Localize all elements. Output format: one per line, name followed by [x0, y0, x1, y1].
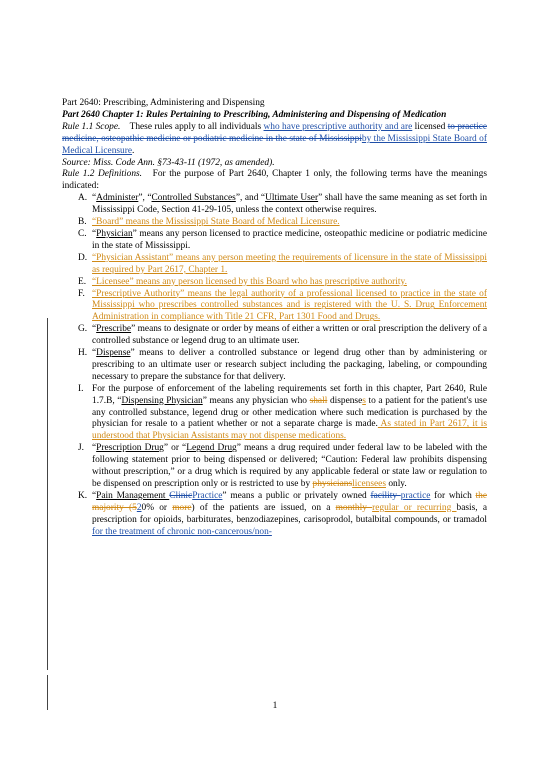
chapter-heading: Part 2640 Chapter 1: Rules Pertaining to Prescribing, Administering and Dispensing of Medication [62, 109, 447, 120]
definition-item: D. “Physician Assistant” means any person meeting the requirements of licensure in the state of Mississippi as required by Part 2617, Chapter 1. [78, 252, 487, 275]
inserted-text: s [362, 395, 366, 406]
inserted-text: “Board” means the Mississippi State Board of Medical Licensure. [92, 217, 340, 228]
inserted-text: As stated in Part 2617, it is understood that Physician Assistants may not dispense medications. [92, 419, 488, 442]
source-citation: Source: Miss. Code Ann. §73-43-11 (1972, as amended). [62, 157, 275, 168]
rule-label: Rule 1.1 Scope. [62, 121, 121, 132]
document-body [62, 98, 487, 539]
rule-1-2: Rule 1.2 Definitions. For the purpose of Part 2640, Chapter 1 only, the following terms have the meanings indicated: [62, 169, 487, 192]
rule-1-1: Rule 1.1 Scope. These rules apply to all individuals who have prescriptive authority and are licensed to practice medicine, osteopathic medicine or podiatric medicine in the state of Mississippiby the Mississippi State Board of Medical Licensure. [62, 121, 487, 156]
page-number: 1 [272, 701, 278, 711]
definition-item: K. “Pain Management ClinicPractice” means a public or privately owned facility practice for which the majority (520% or more) of the patients are issued, on a monthly regular or recurring basis, a prescription for opioids, barbiturates, benzodiazepines, carisoprodol, butalbital compounds, or tramadol for the treatment of chronic non-cancerous/non- [78, 490, 487, 537]
inserted-text: regular or recurring [372, 502, 457, 513]
definition-item: E. “Licensee” means any person licensed by this Board who has prescriptive authority. [78, 276, 407, 287]
definition-item: B. “Board” means the Mississippi State Board of Medical Licensure. [78, 217, 340, 228]
inserted-text: “Physician Assistant” means any person meeting the requirements of licensure in the state of Mississippi as required by Part 2617, Chapter 1. [92, 252, 487, 275]
inserted-text: Practice [192, 490, 223, 501]
definition-item: H. “Dispense” means to deliver a controlled substance or legend drug other than by administering or prescribing to an ultimate user or research subject including the packaging, labeling, or compounding necessary to prepare the substance for that delivery. [78, 348, 487, 382]
deleted-text: shall [309, 395, 328, 406]
deleted-text: to practice medicine, osteopathic medicine or podiatric medicine in the state of Mississippi [62, 121, 487, 144]
definition-item: F. “Prescriptive Authority” means the legal authority of a professional licensed to practice in the state of Mississippi who prescribes controlled substances and is registered with the U. S. Drug Enforcement Administration in compliance with Title 21 CFR, Part 1301 Food and Drugs. [78, 288, 487, 323]
inserted-text: who have prescriptive authority and are [263, 121, 413, 132]
inserted-text: for the treatment of chronic non-cancerous/non- [92, 526, 272, 537]
rule-label: Rule 1.2 Definitions. [62, 169, 142, 180]
definitions-list [78, 193, 487, 538]
deleted-text: monthly [335, 502, 373, 513]
change-bar [47, 318, 48, 670]
definition-item: G. “Prescribe” means to designate or order by means of either a written or oral prescription the delivery of a controlled substance or legend drug to an ultimate user. [78, 324, 487, 347]
deleted-text: the majority (5 [92, 490, 487, 513]
inserted-text: licensees [352, 479, 386, 489]
definition-item: C. “Physician” means any person licensed to practice medicine, osteopathic medicine or podiatric medicine in the state of Mississippi. [78, 228, 487, 251]
inserted-text: “Licensee” means any person licensed by this Board who has prescriptive authority. [92, 276, 407, 287]
inserted-text: by the Mississippi State Board of Medical Licensure [62, 133, 487, 156]
deleted-text: facility [370, 490, 401, 501]
deleted-text: more [172, 502, 192, 513]
inserted-text: “Prescriptive Authority” means the legal authority of a professional licensed to practice in the state of Mississippi who prescribes controlled substances and is registered with the U. S. Drug Enforcement Administration in compliance with Title 21 CFR, Part 1301 Food and Drugs. [92, 288, 487, 323]
part-heading: Part 2640: Prescribing, Administering and Dispensing [62, 98, 265, 108]
definition-item: A. “Administer”, “Controlled Substances”, and “Ultimate User” shall have the same meaning as set forth in Mississippi Code, Section 41-29-105, unless the context otherwise requires. [78, 193, 488, 216]
deleted-text: physicians [312, 479, 353, 489]
definition-item: J. “Prescription Drug” or “Legend Drug” means a drug required under federal law to be labeled with the following statement prior to being dispensed or delivered; “Caution: Federal law prohibits dispensing without prescription,” or a drug which is required by any applicable federal or state law or regulation to be dispensed on prescription only or is restricted to use by physicianslicensees only. [78, 443, 487, 489]
inserted-text: practice [400, 490, 431, 501]
inserted-text: 2 [136, 502, 142, 513]
deleted-text: Clinic [169, 490, 193, 501]
definition-item: I. For the purpose of enforcement of the labeling requirements set forth in this chapter, Part 2640, Rule 1.7.B, “Dispensing Physician” means any physician who shall dispenses to a patient for the patient's use any controlled substance, legend drug or other medication where such medication is purchased by the physician for resale to a patient whether or not a separate charge is made. As stated in Part 2617, it is understood that Physician Assistants may not dispense medications. [78, 383, 488, 442]
